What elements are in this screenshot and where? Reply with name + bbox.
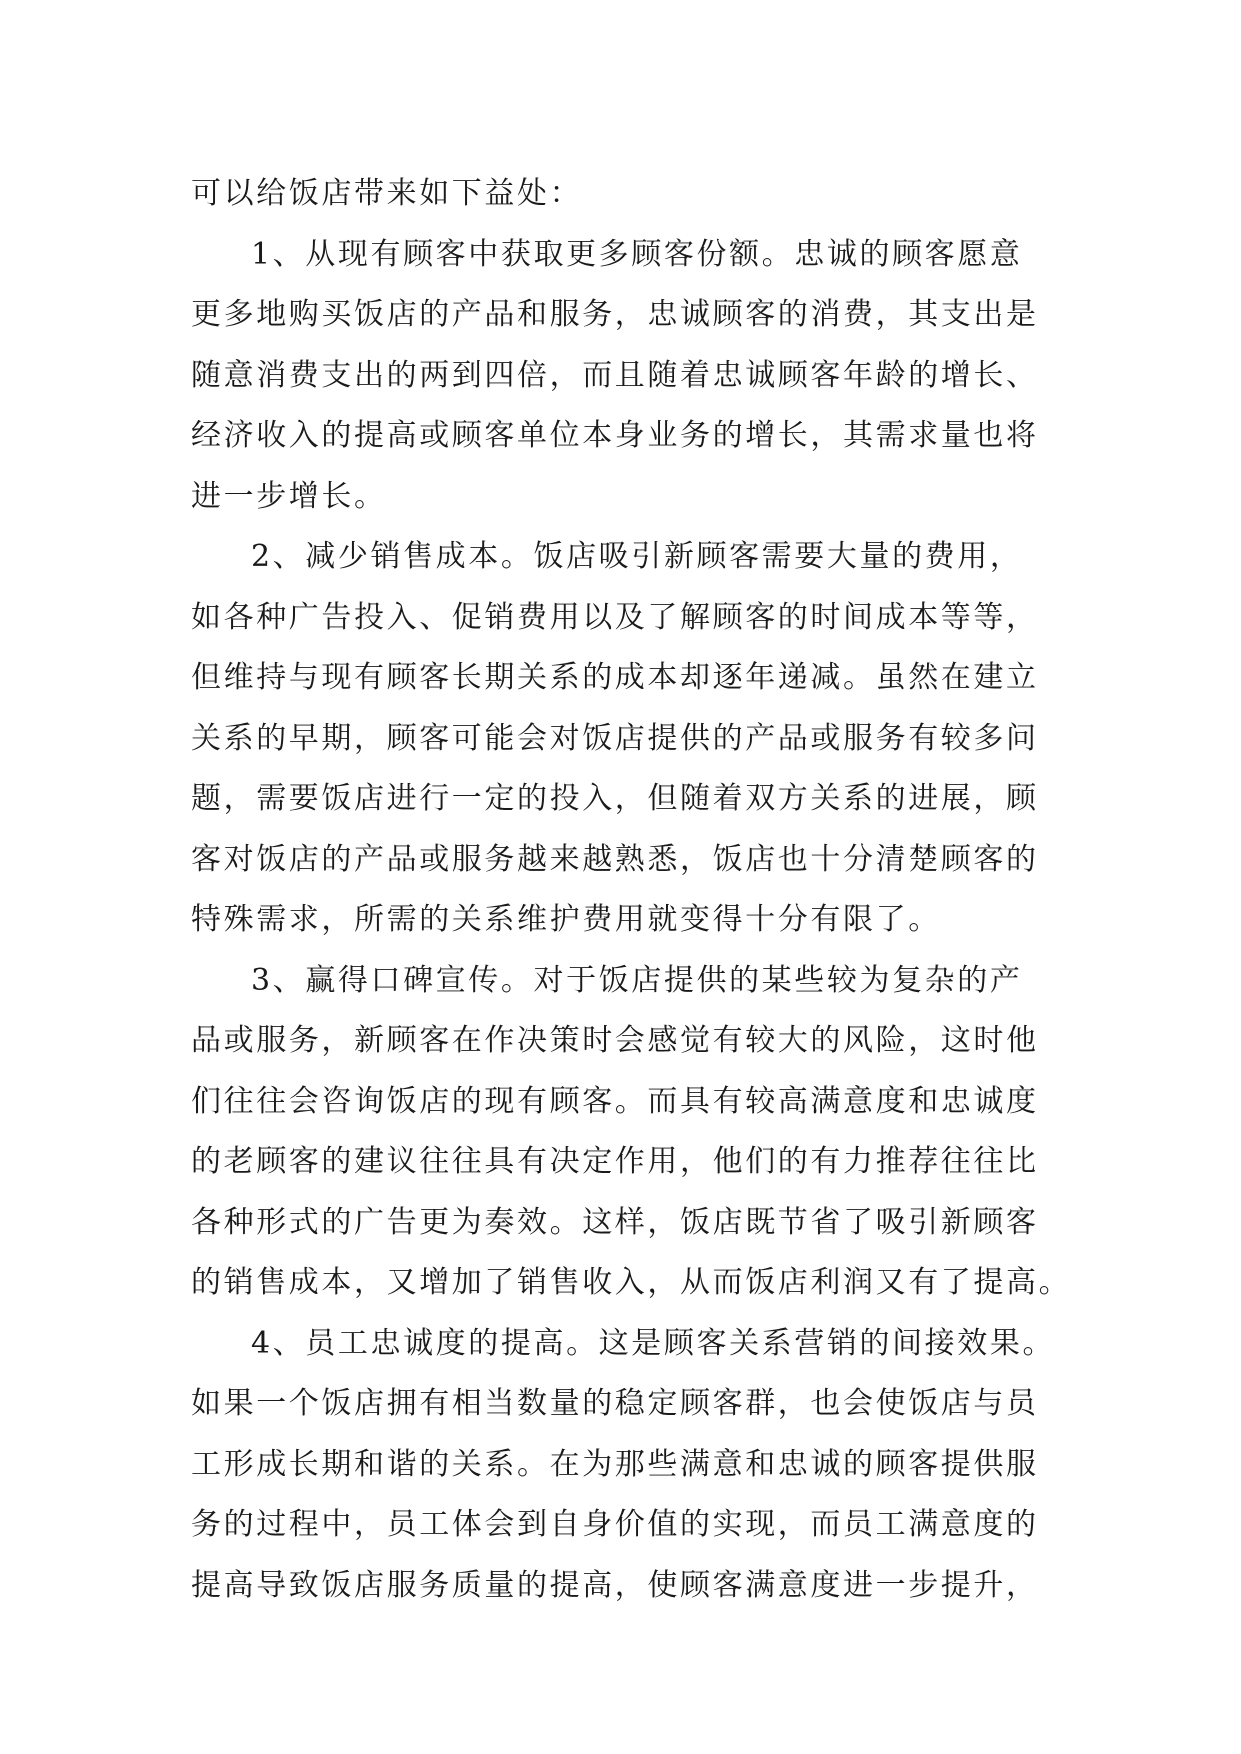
paragraph-point-4 — [191, 1314, 1056, 1617]
text-line: 客对饭店的产品或服务越来越熟悉，饭店也十分清楚顾客的 — [191, 841, 1039, 877]
body-text — [191, 164, 1072, 1616]
text-line: 4、员工忠诚度的提高。这是顾客关系营销的间接效果。 — [251, 1325, 1056, 1361]
text-line: 品或服务，新顾客在作决策时会感觉有较大的风险，这时他 — [191, 1023, 1039, 1058]
text-line: 2、减少销售成本。饭店吸引新顾客需要大量的费用， — [251, 539, 1023, 574]
text-line: 们往往会咨询饭店的现有顾客。而具有较高满意度和忠诚度 — [191, 1083, 1039, 1119]
text-line: 经济收入的提高或顾客单位本身业务的增长，其需求量也将 — [191, 418, 1039, 453]
text-line: 随意消费支出的两到四倍，而且随着忠诚顾客年龄的增长、 — [191, 357, 1039, 393]
text-line: 1、从现有顾客中获取更多顾客份额。忠诚的顾客愿意 — [251, 236, 1023, 272]
text-line: 题，需要饭店进行一定的投入，但随着双方关系的进展，顾 — [191, 781, 1039, 816]
text-line: 的销售成本，又增加了销售收入，从而饭店利润又有了提高。 — [191, 1265, 1072, 1300]
text-line: 如各种广告投入、促销费用以及了解顾客的时间成本等等， — [191, 599, 1039, 635]
paragraph-point-2 — [191, 527, 1051, 951]
paragraph-point-1 — [191, 225, 1051, 528]
text-line: 如果一个饭店拥有相当数量的稳定顾客群，也会使饭店与员 — [191, 1386, 1039, 1421]
text-line: 工形成长期和谐的关系。在为那些满意和忠诚的顾客提供服 — [191, 1446, 1039, 1482]
text-line: 各种形式的广告更为奏效。这样，饭店既节省了吸引新顾客 — [191, 1204, 1039, 1240]
text-line: 进一步增长。 — [191, 478, 387, 514]
text-line: 关系的早期，顾客可能会对饭店提供的产品或服务有较多问 — [191, 720, 1039, 756]
paragraph-point-3 — [191, 951, 1072, 1314]
text-line: 但维持与现有顾客长期关系的成本却逐年递减。虽然在建立 — [191, 660, 1039, 695]
text-line: 务的过程中，员工体会到自身价值的实现，而员工满意度的 — [191, 1507, 1039, 1542]
text-line: 更多地购买饭店的产品和服务，忠诚顾客的消费，其支出是 — [191, 297, 1039, 332]
paragraph-intro — [191, 164, 1051, 225]
text-line: 3、赢得口碑宣传。对于饭店提供的某些较为复杂的产 — [251, 962, 1023, 998]
text-line: 的老顾客的建议往往具有决定作用，他们的有力推荐往往比 — [191, 1144, 1039, 1179]
text-line: 可以给饭店带来如下益处： — [191, 176, 583, 211]
text-line: 提高导致饭店服务质量的提高，使顾客满意度进一步提升， — [191, 1567, 1039, 1603]
text-line: 特殊需求，所需的关系维护费用就变得十分有限了。 — [191, 902, 941, 937]
